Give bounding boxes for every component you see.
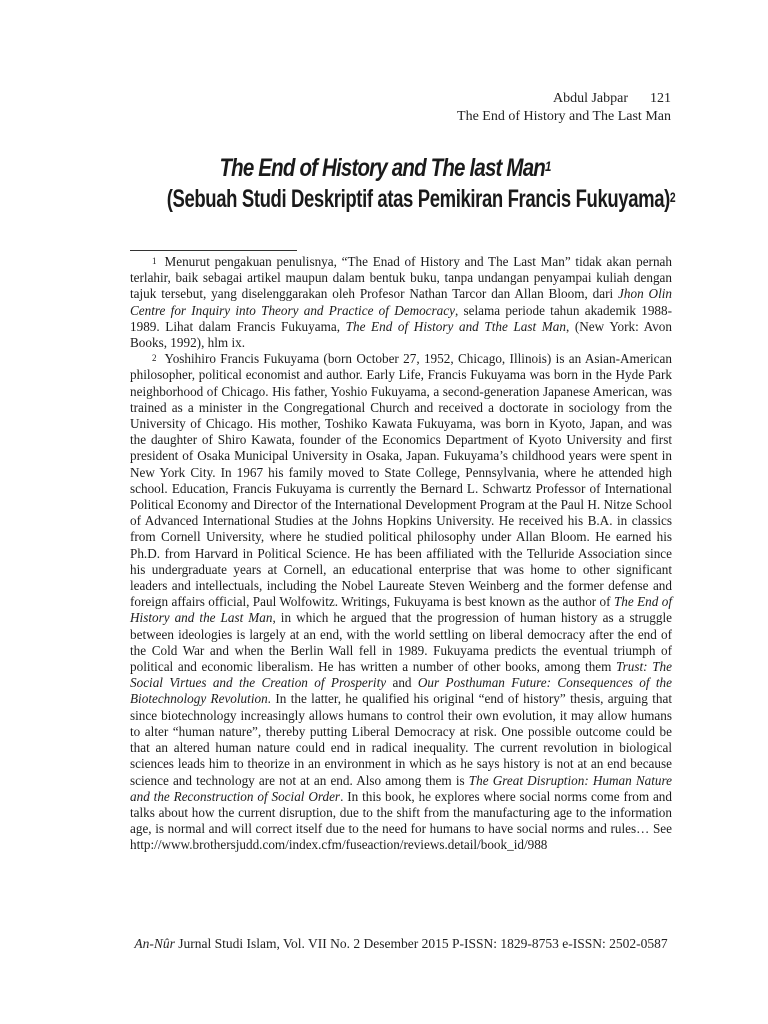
footnote-text: . In this book, he explores where social norms come from and talks about how the current disruption, due to the shift from the manufacturing age to the information age, is normal and will correct itself due to the need for humans to have social norms and rules… See http://www.brothersjudd.com/index.cfm/fuseaction/reviews.detail/book_id/988 [130, 788, 672, 853]
running-head-title: The End of History and The Last Man [457, 109, 671, 124]
article-title-text: The End of History and The last Man [219, 154, 545, 182]
title-footnote-marker: 1 [544, 158, 551, 174]
article-subtitle [166, 183, 676, 215]
footnote-text: , selama periode tahun akademik 1988-1989. Lihat dalam Francis Fukuyama, [130, 302, 672, 334]
journal-footer [130, 935, 672, 952]
footnote-italic-text: The End of History and the Last Man [130, 594, 672, 626]
running-head-author-line [457, 90, 671, 108]
footnote-text: , in which he argued that the progression of human history as a struggle between ideologies is largely at an end, with the world settling on liberal democracy after the end of the Cold War and when the Berlin Wall fell in 1989. Fukuyama predicts the eventual triumph of political and economic liberalism. He has written a number of other books, among them [130, 610, 673, 675]
footnote-italic-text: Jhon Olin Centre for Inquiry into Theory and Practice of Democracy [130, 286, 672, 318]
footnote-text: . In the latter, he qualified his original “end of history” thesis, arguing that since biotechnology increasingly allows humans to control their own evolution, it may allow humans to alter “human nature”, thereby putting Liberal Democracy at risk. One possible outcome could be that an altered human nature could end in radical inequality. The current revolution in biological sciences leads him to theorize in an environment in which as he says history is not at an end because science and technology are not at an end. Also among them is [130, 691, 672, 788]
footnote-marker: 2 [152, 353, 157, 364]
article-title [143, 153, 627, 183]
footnotes-section [130, 254, 672, 854]
footnote-marker: 1 [152, 256, 157, 266]
subtitle-footnote-marker: 2 [669, 189, 676, 205]
footnote-1 [130, 254, 672, 351]
footnote-italic-text: Trust: The Social Virtues and the Creation of Prosperity [130, 659, 672, 691]
running-head-author: Abdul Jabpar [552, 91, 628, 106]
journal-name: An-Nûr [134, 936, 175, 951]
article-subtitle-text: (Sebuah Studi Deskriptif atas Pemikiran Francis Fukuyama) [166, 185, 670, 213]
footnote-italic-text: Our Posthuman Future: Consequences of the Biotechnology Revolution [130, 675, 673, 707]
footnote-italic-text: The End of History and Tthe Last Man [345, 318, 566, 334]
article-title-block [90, 153, 680, 215]
footnote-separator [130, 250, 297, 251]
footnote-text: Menurut pengakuan penulisnya, “The Enad of History and The Last Man” tidak akan pernah terlahir, baik sebagai artikel maupun dalam bentuk buku, tanpa undangan penyampai kuliah dengan tajuk tersebut, yang diselenggarakan oleh Profesor Nathan Tarcor dan Allan Bloom, dari [130, 254, 672, 302]
footnote-text: , (New York: Avon Books, 1992), hlm ix. [130, 318, 672, 351]
running-head [457, 90, 671, 126]
page-number: 121 [650, 91, 671, 106]
footnote-2 [130, 351, 672, 853]
journal-details: Jurnal Studi Islam, Vol. VII No. 2 Desember 2015 P-ISSN: 1829-8753 e-ISSN: 2502-0587 [174, 936, 668, 951]
footnote-text: Yoshihiro Francis Fukuyama (born October 27, 1952, Chicago, Illinois) is an Asian-American philosopher, political economist and author. Early Life, Francis Fukuyama was born in the Hyde Park neighborhood of Chicago. His father, Yoshio Fukuyama, a second-generation Japanese American, was trained as a minister in the Congregational Church and received a doctorate in sociology from the University of Chicago. His mother, Toshiko Kawata Fukuyama, was born in Kyoto, Japan, and was the daughter of Shiro Kawata, founder of the Economics Department of Kyoto University and first president of Osaka Municipal University in Osaka, Japan. Fukuyama’s childhood years were spent in New York City. In 1967 his family moved to State College, Pennsylvania, where he attended high school. Education, Francis Fukuyama is currently the Bernard L. Schwartz Professor of International Political Economy and Director of the International Development Program at the Paul H. Nitze School of Advanced International Studies at the Johns Hopkins University. He received his B.A. in classics from Cornell University, where he studied political philosophy under Allan Bloom. He earned his Ph.D. from Harvard in Political Science. He has been affiliated with the Telluride Association since his undergraduate years at Cornell, an educational enterprise that was home to other significant leaders and intellectuals, including the Nobel Laureate Steven Weinberg and the former defense and foreign affairs official, Paul Wolfowitz. Writings, Fukuyama is best known as the author of [130, 351, 672, 610]
footnote-text: and [386, 675, 418, 691]
footnote-italic-text: The Great Disruption: Human Nature and the Reconstruction of Social Order [130, 772, 672, 804]
